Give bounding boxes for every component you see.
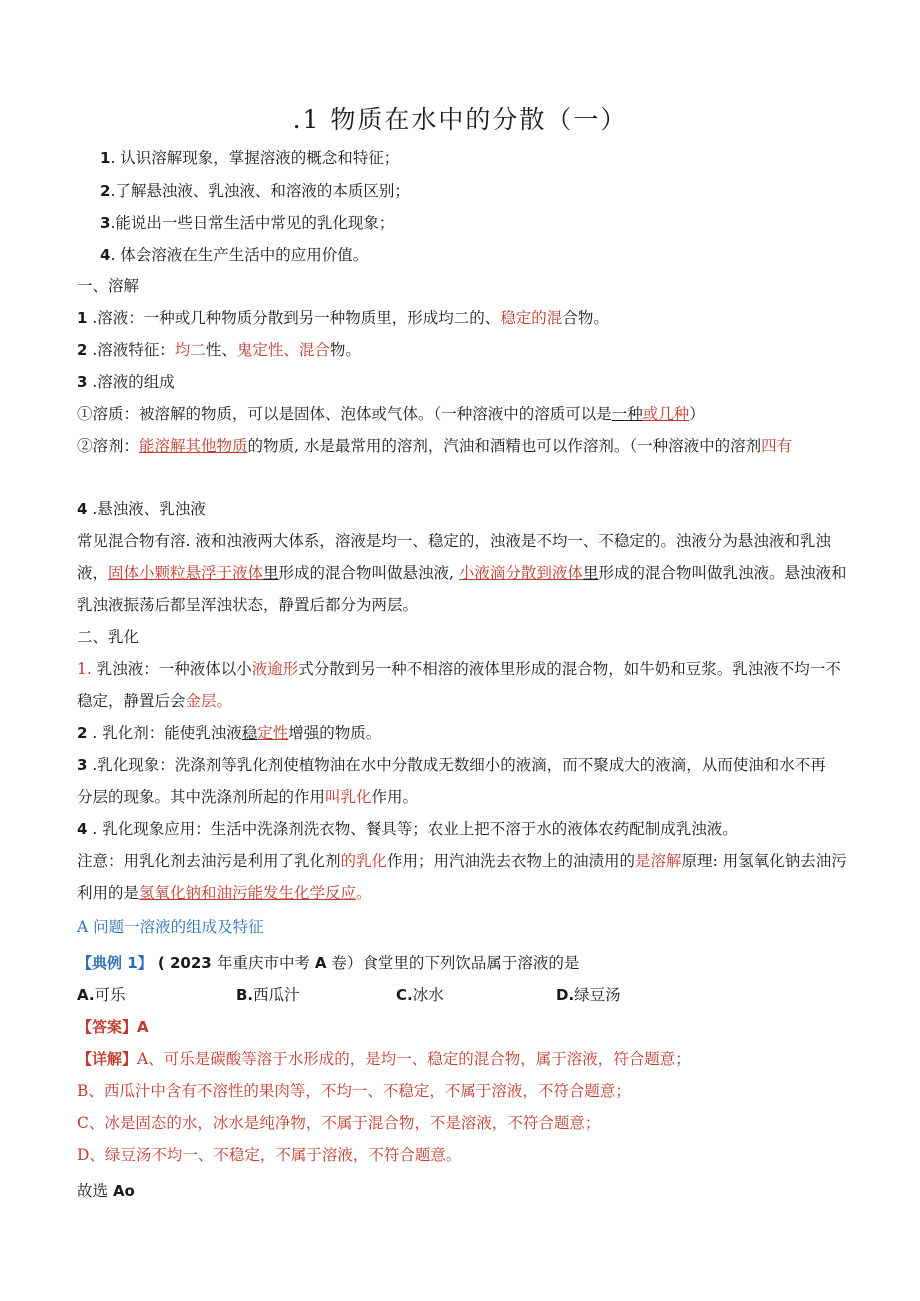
solution-features: 2 .溶液特征：均二性、鬼定性、混合物。	[77, 341, 361, 359]
option-d: D.绿豆汤	[556, 986, 621, 1004]
answer-value: A	[137, 1018, 149, 1036]
detail-line-b: B、西瓜汁中含有不溶性的果肉等，不均一、不稳定，不属于溶液，不符合题意；	[77, 1082, 631, 1100]
solvent-definition: ②溶剂：能溶解其他物质的物质, 水是最常用的溶剂，汽油和酒精也可以作溶剂。（一种溶液中的溶剂四有	[77, 437, 793, 455]
detail-line-a: 【详解】A、可乐是碳酸等溶于水形成的，是均一、稳定的混合物，属于溶液，符合题意；	[77, 1050, 691, 1068]
detail-label: 【详解】	[77, 1050, 138, 1068]
emulsification-phenomenon-line-2: 分层的现象。其中洗涤剂所起的作用叫乳化作用。	[77, 788, 419, 806]
option-b: B.西瓜汁	[236, 986, 300, 1004]
note-line-2: 利用的是氢氧化钠和油污能发生化学反应。	[77, 884, 372, 902]
section-heading-emulsification: 二、乳化	[77, 628, 140, 646]
answer-line	[77, 1016, 847, 1038]
objective-3: 3.能说出一些日常生活中常见的乳化现象；	[100, 214, 395, 232]
emulsification-phenomenon-line-1: 3 .乳化现象：洗涤剂等乳化剂使植物油在水中分散成无数细小的液滴，而不聚成大的液滴，从而使油和水不再	[77, 756, 826, 774]
example-label: 【典例 1】	[77, 954, 153, 972]
solution-composition: 3 .溶液的组成	[77, 373, 175, 391]
mixtures-paragraph-line-2: 液，固体小颗粒悬浮于液体里形成的混合物叫做悬浊液, 小液滴分散到液体里形成的混合物叫做乳浊液。悬浊液和	[77, 564, 847, 582]
solute-definition: ①溶质：被溶解的物质，可以是固体、泡体或气体。（一种溶液中的溶质可以是一种或几种）	[77, 405, 705, 423]
mixtures-paragraph-line-1: 常见混合物有溶. 液和浊液两大体系，溶液是均一、稳定的，浊液是不均一、不稳定的。浊液分为悬浊液和乳浊	[77, 532, 831, 550]
emulsification-application: 4 . 乳化现象应用：生活中洗涤剂洗衣物、餐具等；农业上把不溶于水的液体农药配制成乳浊液。	[77, 820, 738, 838]
suspension-emulsion-heading: 4 .悬浊液、乳浊液	[77, 500, 206, 518]
objective-2: 2.了解悬浊液、乳浊液、和溶液的本质区别；	[100, 182, 410, 200]
example-question: 【典例 1】 ( 2023 年重庆市中考 A 卷）食堂里的下列饮品属于溶液的是	[77, 954, 580, 972]
detail-line-d: D、绿豆汤不均一、不稳定，不属于溶液，不符合题意。	[77, 1146, 462, 1164]
section-heading-dissolve: 一、溶解	[77, 277, 140, 295]
conclusion: 故选 Ao	[77, 1182, 135, 1200]
option-a: A.可乐	[77, 986, 126, 1004]
emulsifier-definition: 2 . 乳化剂：能使乳浊液稳定性增强的物质。	[77, 724, 382, 742]
problem-heading: A 问题一溶液的组成及特征	[77, 918, 264, 936]
answer-options	[77, 984, 847, 1006]
page-title: .1 物质在水中的分散（一）	[292, 105, 628, 134]
note-line-1: 注意：用乳化剂去油污是利用了乳化剂的乳化作用；用汽油洗去衣物上的油渍用的是溶解原理: 用氢氧化钠去油污	[77, 852, 847, 870]
objective-4: 4. 体会溶液在生产生活中的应用价值。	[100, 246, 369, 264]
objective-1: 1. 认识溶解现象，掌握溶液的概念和特征；	[100, 149, 400, 167]
option-c: C.冰水	[396, 986, 444, 1004]
detail-line-c: C、冰是固态的水，冰水是纯净物，不属于混合物，不是溶液，不符合题意；	[77, 1114, 601, 1132]
emulsion-definition-line-2: 稳定，静置后会金层。	[77, 692, 233, 710]
mixtures-paragraph-line-3: 乳浊液振荡后都呈浑浊状态，静置后都分为两层。	[77, 596, 419, 614]
emulsion-definition-line-1: 1. 乳浊液：一种液体以小液逾形式分散到另一种不相溶的液体里形成的混合物，如牛奶和豆浆。乳浊液不均一不	[77, 660, 841, 678]
solution-definition: 1 .溶液：一种或几种物质分散到另一种物质里，形成均二的、稳定的混合物。	[77, 309, 609, 327]
answer-label: 【答案】	[77, 1018, 138, 1036]
